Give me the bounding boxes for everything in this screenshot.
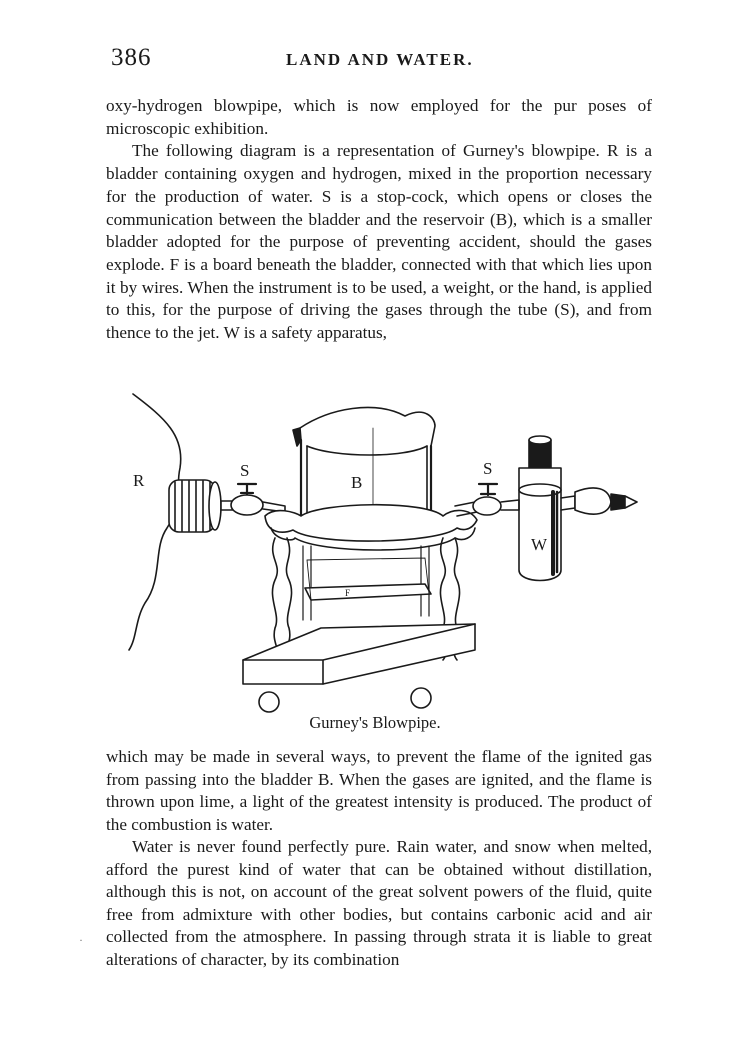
label-s-right: S — [483, 459, 493, 478]
bladder-coil — [169, 480, 221, 532]
safety-apparatus-w — [519, 436, 561, 581]
label-s-left: S — [240, 461, 250, 480]
paragraph: The following diagram is a representation of Gurney's blowpipe. R is a bladder containing oxygen and hydrogen, mixed in the proportion necessary for the production of water. S is a stop-cock, which opens or closes the communication between the bladder and the reservoir (B), which is a smaller bladder adopted for the purpose of preventing accident, should the gases explode. F is a board beneath the bladder, connected with that which lies upon it by wires. When the instrument is to be used, a weight, or the hand, is applied to this, for the purpose of driving the gases through the tube (S), and from thence to the jet. W is a safety apparatus, — [106, 141, 652, 343]
paragraph: which may be made in several ways, to prevent the flame of the ignited gas from passing into the bladder B. When the gases are ignited, and the flame is thrown upon lime, a light of the greatest intensity is produced. The product of the combustion is water. — [106, 747, 652, 834]
label-w: W — [531, 535, 548, 554]
jet-nozzle — [561, 488, 637, 514]
running-head: LAND AND WATER. — [286, 50, 474, 69]
label-r: R — [133, 471, 145, 490]
label-b: B — [351, 473, 363, 492]
paragraph: Water is never found perfectly pure. Rain water, and snow when melted, afford the purest kind of water that can be obtained without distillation, although this is not, on account of the great solvent powers of the fluid, quite free from admixture with other bodies, but contains carbonic acid and air collected from the atmosphere. In passing through strata it is liable to great alterations of character, by its combination — [106, 837, 652, 969]
upper-board — [265, 505, 477, 550]
blowpipe-illustration — [125, 388, 655, 718]
figure-caption: Gurney's Blowpipe. — [309, 713, 441, 732]
base-platform — [243, 624, 475, 712]
board-f — [305, 558, 431, 600]
page-number: 386 — [111, 44, 152, 71]
body-text-top — [106, 95, 652, 345]
body-text-bottom — [106, 746, 652, 971]
label-f: F — [345, 588, 351, 598]
paragraph: oxy-hydrogen blowpipe, which is now employed for the pur poses of microscopic exhibition. — [106, 96, 652, 138]
stray-mark: · — [79, 933, 83, 947]
